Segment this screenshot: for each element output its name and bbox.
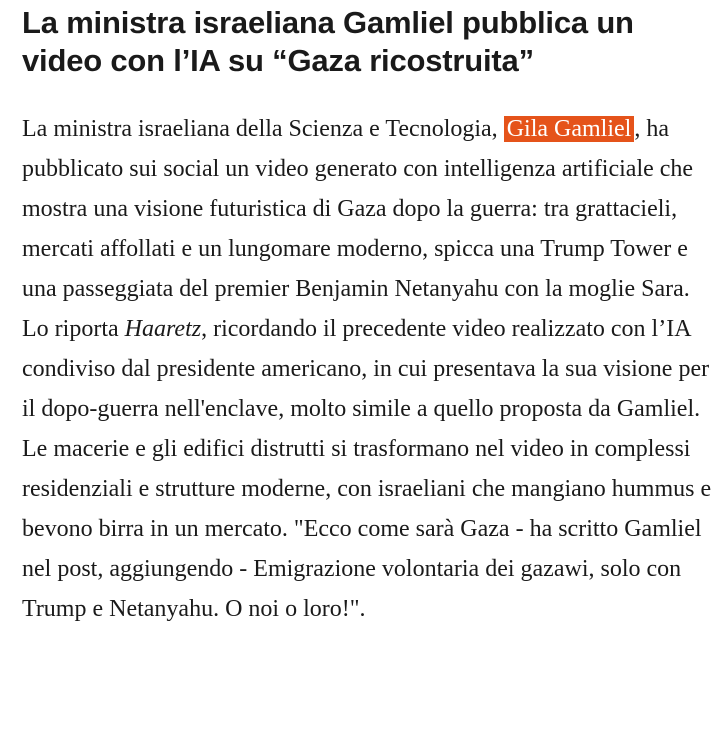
body-segment-2: , ha pubblicato sui social un video generato con intelligenza artificiale che mostra una visione futuristica di Gaza dopo la guerra: tra grattacieli, mercati affollati e un lungomare moderno, spicca una Trump Tower e una passeggiata del premier Benjamin Netanyahu con la moglie Sara. Lo riporta xyxy=(22,116,694,342)
article xyxy=(22,4,720,629)
article-body xyxy=(22,109,720,629)
body-segment-3: , ricordando il precedente video realizzato con l’IA condiviso dal presidente americano, in cui presentava la sua visione per il dopo-guerra nell'enclave, molto simile a quello proposta da Gamliel. Le macerie e gli edifici distrutti si trasformano nel video in complessi residenziali e strutture moderne, con israeliani che mangiano hummus e bevono birra in un mercato. "Ecco come sarà Gaza - ha scritto Gamliel nel post, aggiungendo - Emigrazione volontaria dei gazawi, solo con Trump e Netanyahu. O noi o loro!". xyxy=(22,316,712,622)
source-name: Haaretz xyxy=(124,316,202,342)
headline-line-2: video con l’IA su “Gaza ricostruita” xyxy=(22,43,534,78)
person-link[interactable]: Gila Gamliel xyxy=(504,116,635,142)
article-headline xyxy=(22,4,720,80)
headline-line-1: La ministra israeliana Gamliel pubblica un xyxy=(22,5,634,40)
body-segment-1: La ministra israeliana della Scienza e Tecnologia, xyxy=(22,116,504,142)
